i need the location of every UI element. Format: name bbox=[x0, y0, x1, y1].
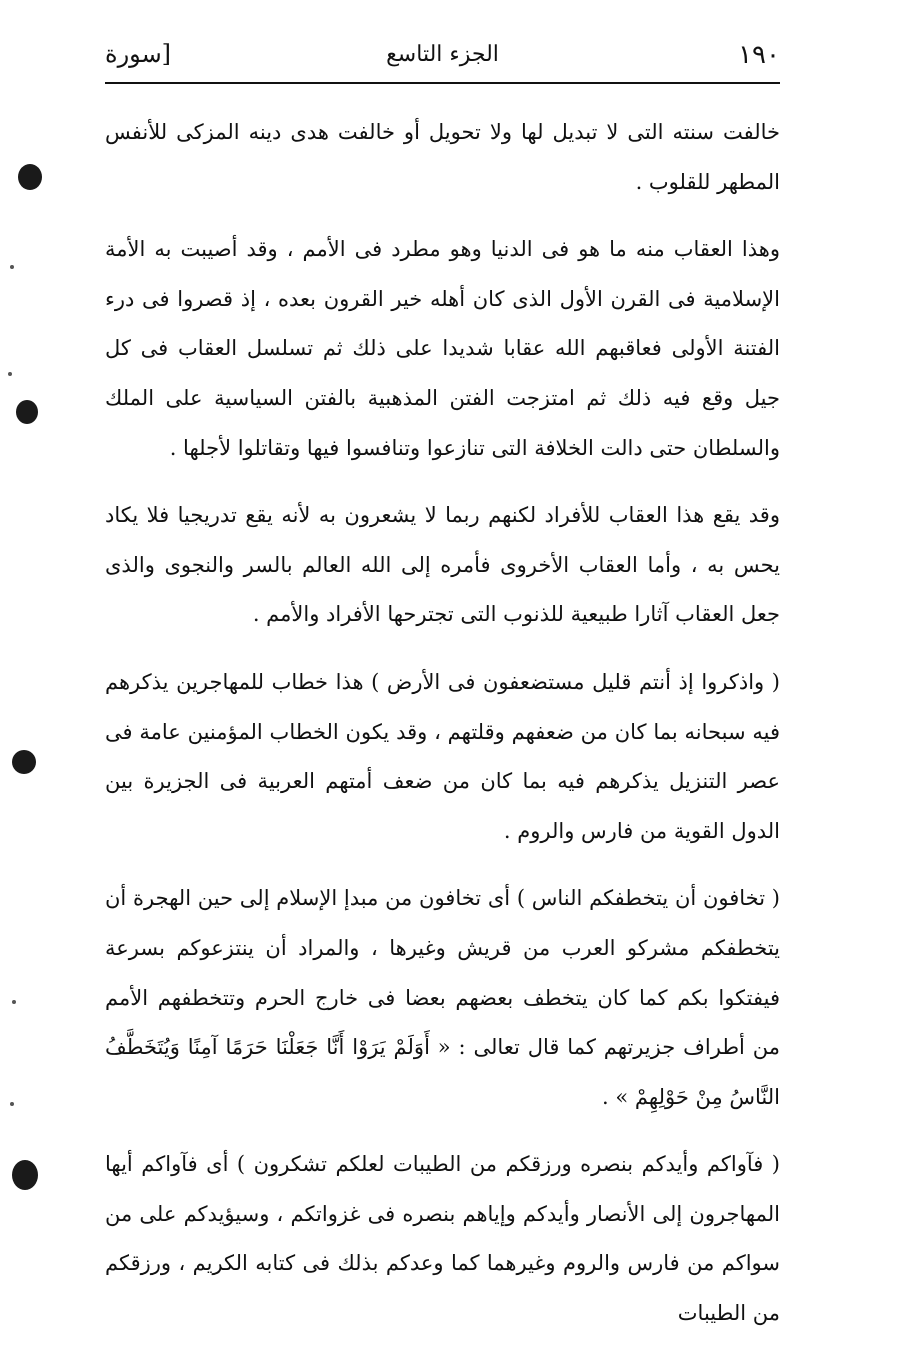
scan-blot bbox=[12, 750, 36, 774]
part-title: الجزء التاسع bbox=[386, 42, 499, 67]
surah-label: [سورة bbox=[105, 40, 172, 68]
paragraph: ( فآواكم وأيدكم بنصره ورزقكم من الطيبات لعلكم تشكرون ) أى فآواكم أيها المهاجرون إلى الأنصار وأيدكم وإياهم بنصره فى غزواتكم ، وسيؤيدكم على من سواكم من فارس والروم وغيرهما كما وعدكم بذلك فى كتابه الكريم ، ورزقكم من الطيبات bbox=[105, 1152, 780, 1326]
scan-speck bbox=[10, 1102, 14, 1106]
scan-blot bbox=[18, 164, 42, 190]
page-number: ١٩٠ bbox=[738, 40, 780, 70]
paragraph: ( تخافون أن يتخطفكم الناس ) أى تخافون من مبدإ الإسلام إلى حين الهجرة أن يتخطفكم مشركو العرب من قريش وغيرها ، والمراد أن ينتزعوكم بسرعة فيفتكوا بكم كما كان يتخطف بعضهم بعضا فى خارج الحرم وتتخطفهم الأمم من أطراف جزيرتهم كما قال تعالى : « أَوَلَمْ يَرَوْا أَنَّا جَعَلْنَا حَرَمًا آمِنًا وَيُتَخَطَّفُ النَّاسُ مِنْ حَوْلِهِمْ » . bbox=[105, 886, 780, 1109]
paragraph: وقد يقع هذا العقاب للأفراد لكنهم ربما لا يشعرون به لأنه يقع تدريجيا فلا يكاد يحس به ، وأما العقاب الأخروى فأمره إلى الله العالم بالسر والنجوى والذى جعل العقاب آثارا طبيعية للذنوب التى تجترحها الأفراد والأمم . bbox=[105, 503, 780, 627]
header-rule bbox=[105, 82, 780, 84]
scan-blot bbox=[12, 1160, 38, 1190]
body-text bbox=[105, 108, 780, 1357]
scan-blot bbox=[16, 400, 38, 424]
scan-speck bbox=[12, 1000, 16, 1004]
paragraph: وهذا العقاب منه ما هو فى الدنيا وهو مطرد فى الأمم ، وقد أصيبت به الأمة الإسلامية فى القرن الأول الذى كان أهله خير القرون بعده ، إذ قصروا فى درء الفتنة الأولى فعاقبهم الله عقابا شديدا على ذلك ثم تسلسل العقاب فى كل جيل وقع فيه ذلك ثم امتزجت الفتن المذهبية بالفتن السياسية على الملك والسلطان حتى دالت الخلافة التى تنازعوا وتنافسوا فيها وتقاتلوا لأجلها . bbox=[105, 237, 780, 460]
scan-speck bbox=[8, 372, 12, 376]
scan-speck bbox=[10, 265, 14, 269]
page-header bbox=[105, 36, 780, 84]
paragraph: خالفت سنته التى لا تبديل لها ولا تحويل أو خالفت هدى دينه المزكى للأنفس المطهر للقلوب . bbox=[105, 120, 780, 194]
paragraph: ( واذكروا إذ أنتم قليل مستضعفون فى الأرض ) هذا خطاب للمهاجرين يذكرهم فيه سبحانه بما كان من ضعفهم وقلتهم ، وقد يكون الخطاب المؤمنين عامة فى عصر التنزيل يذكرهم فيه بما كان من ضعف أمتهم العربية فى الجزيرة بين الدول القوية من فارس والروم . bbox=[105, 669, 780, 843]
